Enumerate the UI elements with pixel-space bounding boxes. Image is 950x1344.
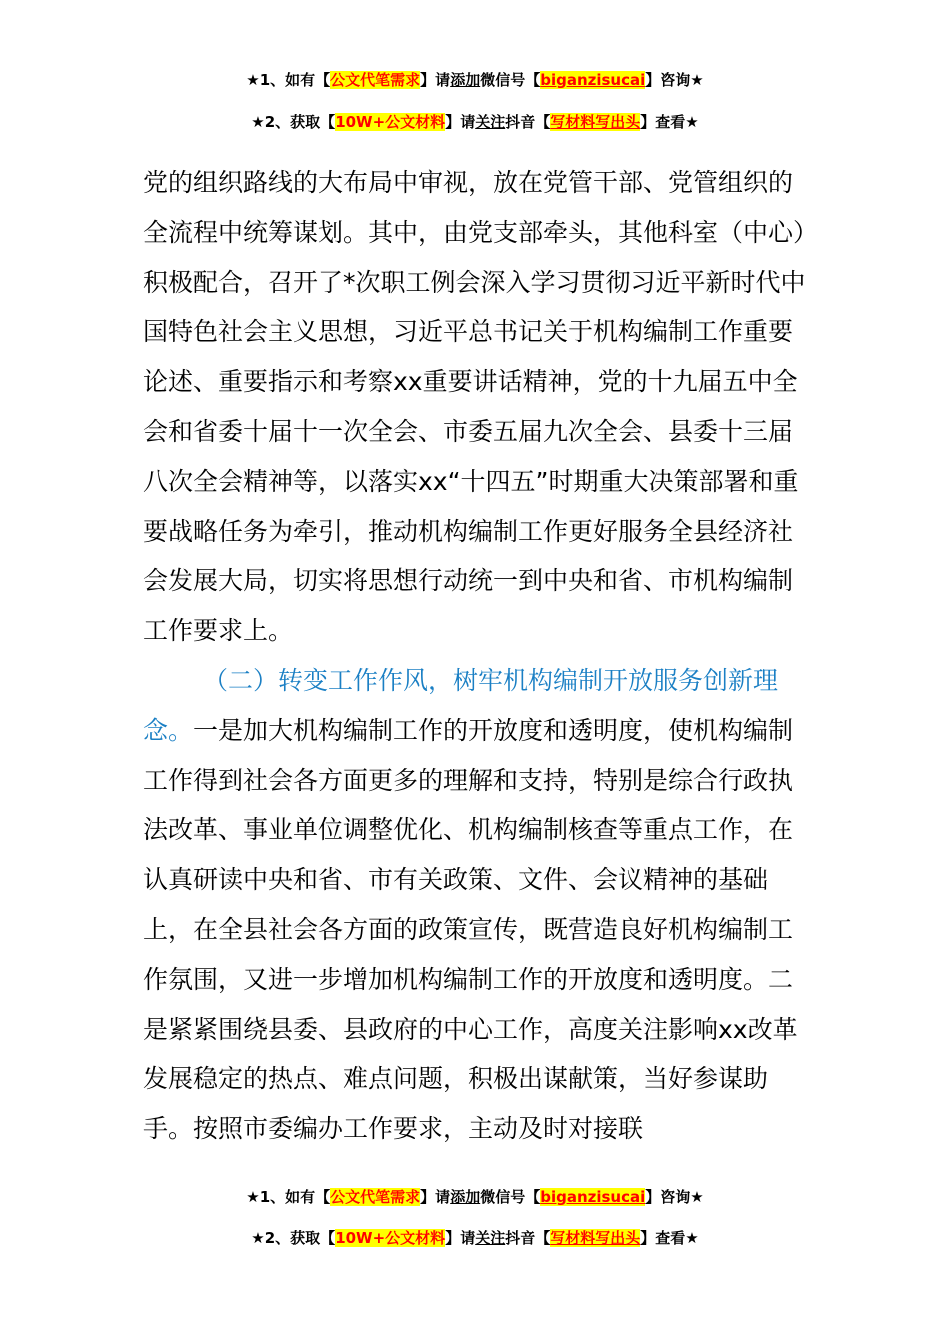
- banner-underline: 添加: [450, 71, 481, 89]
- banner-text: 抖音【: [505, 113, 551, 131]
- banner-text: ★2、获取【: [251, 113, 336, 131]
- douyin-account-link[interactable]: 写材料写出头: [550, 1229, 641, 1247]
- banner-highlight: 公文代笔需求: [330, 71, 421, 89]
- banner-text: 微信号【: [480, 71, 541, 89]
- paragraph-2-text: 一是加大机构编制工作的开放度和透明度，使机构编制工作得到社会各方面更多的理解和支持，特别是综合行政执法改革、事业单位调整优化、机构编制核查等重点工作，在认真研读中央和省、市有关政策、文件、会议精神的基础上，在全县社会各方面的政策宣传，既营造良好机构编制工作氛围，又进一步增加机构编制工作的开放度和透明度。二是紧紧围绕县委、县政府的中心工作，高度关注影响xx改革发展稳定的热点、难点问题，积极出谋献策，当好参谋助手。按照市委编办工作要求，主动及时对接联: [143, 715, 798, 1144]
- document-body: [143, 158, 813, 1154]
- banner-underline: 关注: [475, 113, 506, 131]
- top-banner-line-1: [0, 69, 950, 91]
- banner-text: 微信号【: [480, 1188, 541, 1206]
- banner-highlight: 公文代笔需求: [330, 1188, 421, 1206]
- paragraph-1: 党的组织路线的大布局中审视，放在党管干部、党管组织的全流程中统筹谋划。其中，由党支部牵头，其他科室（中心）积极配合，召开了*次职工例会深入学习贯彻习近平新时代中国特色社会主义思想，习近平总书记关于机构编制工作重要论述、重要指示和考察xx重要讲话精神，党的十九届五中全会和省委十届十一次全会、市委五届九次全会、县委十三届八次全会精神等，以落实xx“十四五”时期重大决策部署和重要战略任务为牵引，推动机构编制工作更好服务全县经济社会发展大局，切实将思想行动统一到中央和省、市机构编制工作要求上。: [143, 168, 806, 646]
- section-heading: （二）转变工作作风，树牢机构编制开放服务创新理念。: [143, 665, 779, 745]
- banner-text: 】咨询★: [645, 71, 704, 89]
- banner-highlight: 10W+公文材料: [335, 113, 446, 131]
- top-banner-line-2: [0, 111, 950, 133]
- wechat-id-link[interactable]: biganzisucai: [540, 71, 646, 89]
- banner-text: ★1、如有【: [246, 71, 331, 89]
- paragraph-2: [143, 656, 813, 1154]
- banner-text: 】请: [445, 1229, 476, 1247]
- banner-underline: 关注: [475, 1229, 506, 1247]
- banner-text: 】查看★: [640, 113, 699, 131]
- banner-underline: 添加: [450, 1188, 481, 1206]
- banner-highlight: 10W+公文材料: [335, 1229, 446, 1247]
- wechat-id-link[interactable]: biganzisucai: [540, 1188, 646, 1206]
- banner-text: 】请: [420, 71, 451, 89]
- banner-text: ★1、如有【: [246, 1188, 331, 1206]
- bottom-banner-line-2: [0, 1227, 950, 1249]
- banner-text: ★2、获取【: [251, 1229, 336, 1247]
- banner-text: 】查看★: [640, 1229, 699, 1247]
- banner-text: 】请: [445, 113, 476, 131]
- banner-text: 抖音【: [505, 1229, 551, 1247]
- banner-text: 】请: [420, 1188, 451, 1206]
- banner-text: 】咨询★: [645, 1188, 704, 1206]
- douyin-account-link[interactable]: 写材料写出头: [550, 113, 641, 131]
- bottom-banner-line-1: [0, 1186, 950, 1208]
